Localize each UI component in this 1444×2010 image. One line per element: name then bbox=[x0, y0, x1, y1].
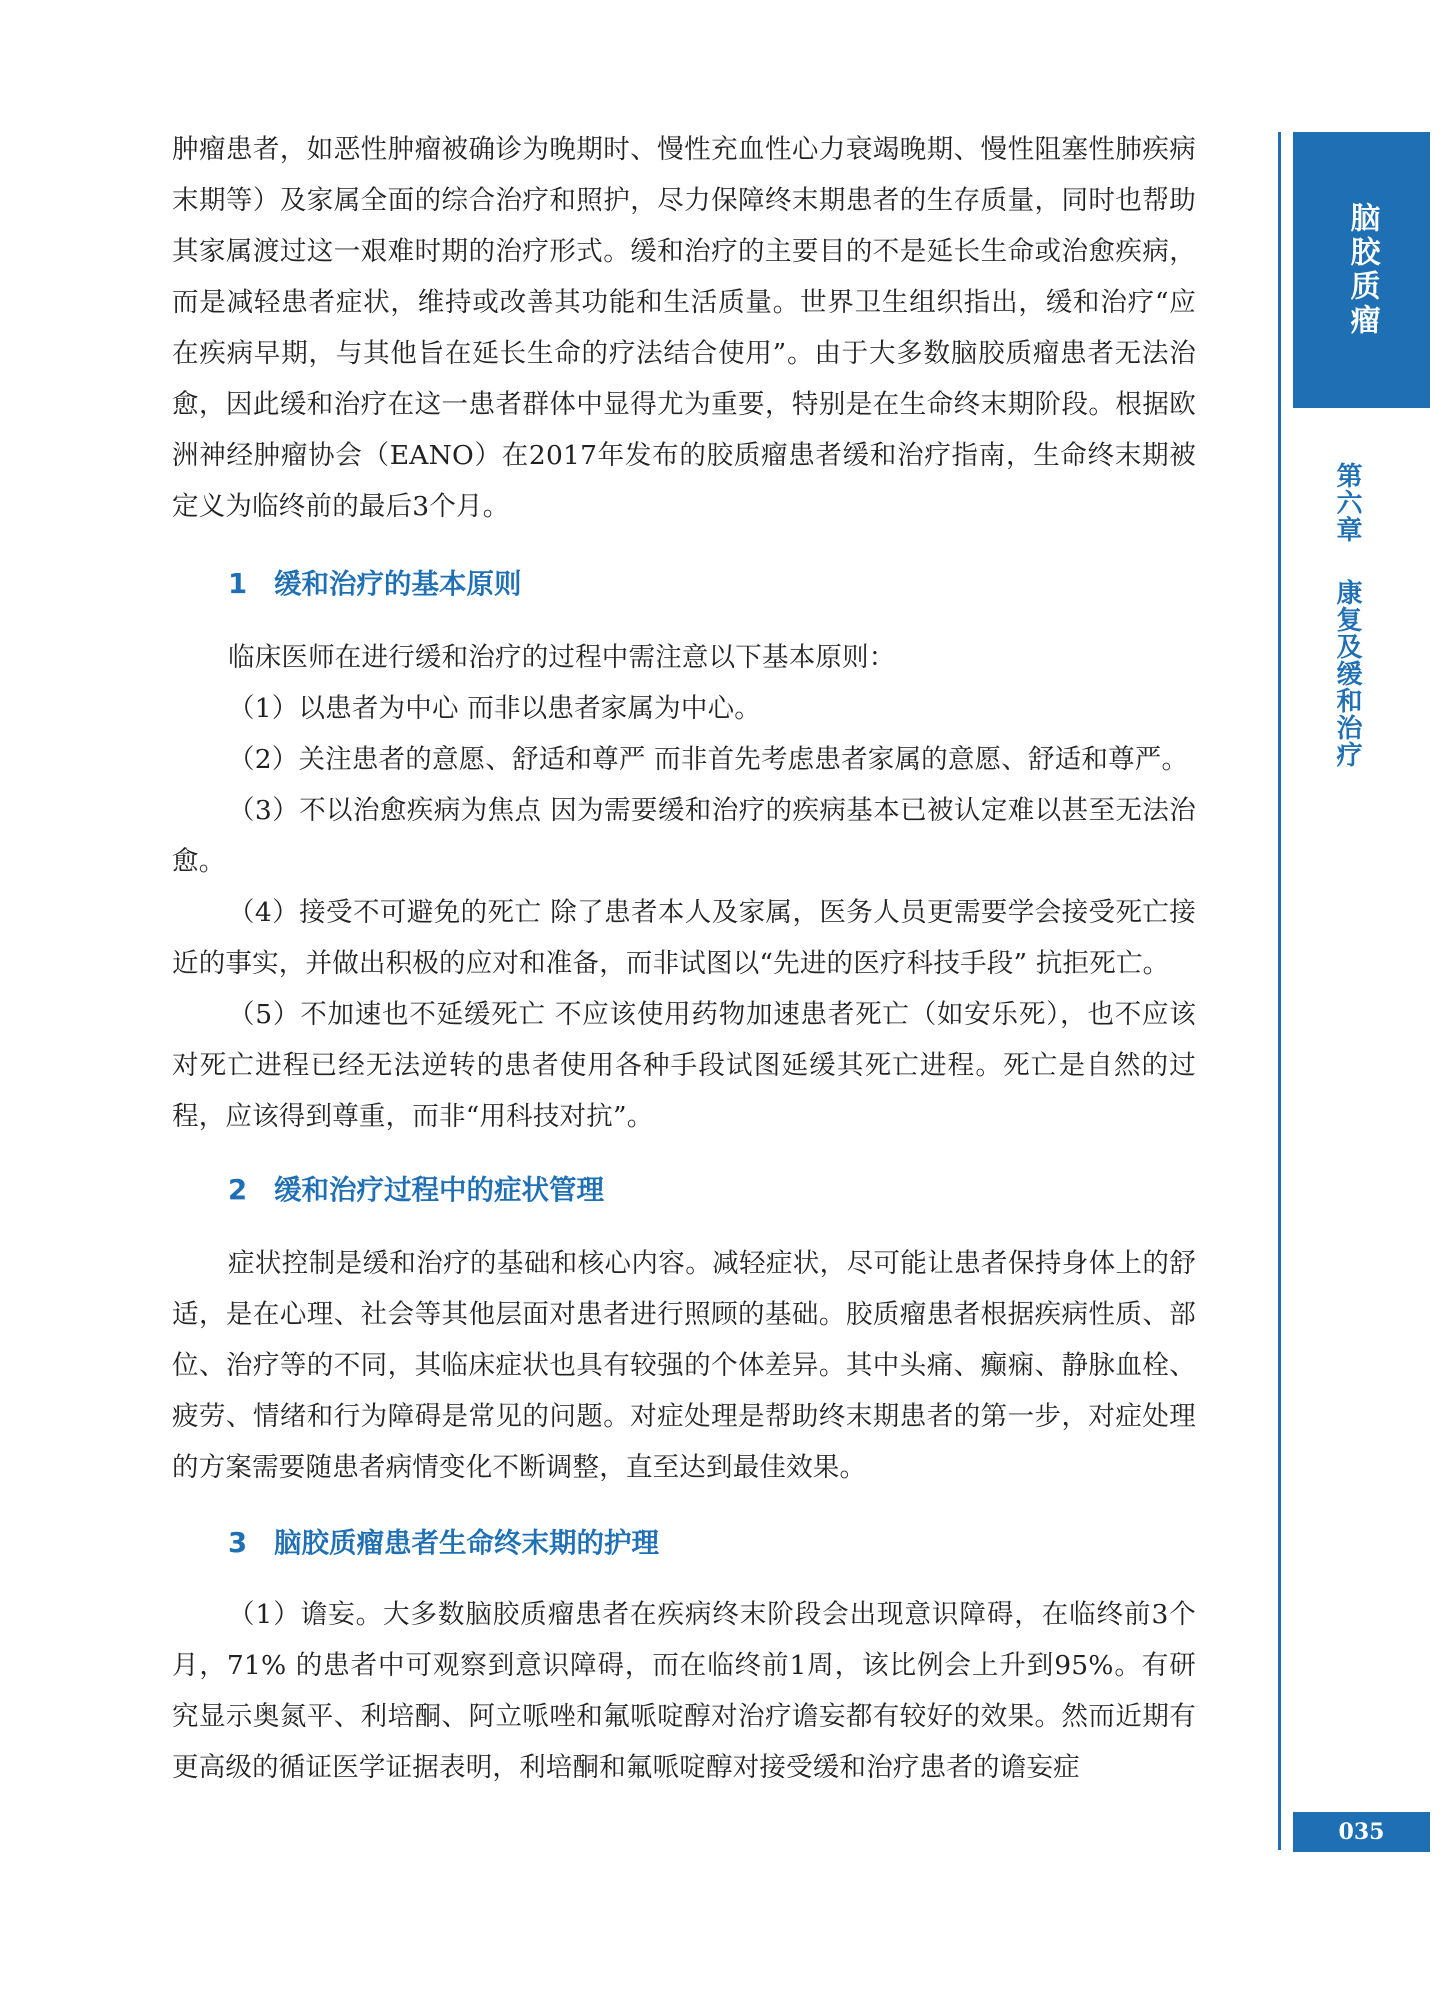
page-number-box bbox=[1293, 1812, 1430, 1852]
section-number: 3 bbox=[228, 1527, 248, 1559]
section-heading-1 bbox=[172, 564, 1196, 604]
section-title: 脑胶质瘤患者生命终末期的护理 bbox=[274, 1527, 659, 1559]
chapter-title: 康复及缓和治疗 bbox=[1332, 579, 1362, 768]
page-body bbox=[172, 124, 1196, 1793]
paragraph-intro-continued: 肿瘤患者，如恶性肿瘤被确诊为晚期时、慢性充血性心力衰竭晚期、慢性阻塞性肺疾病末期等）及家属全面的综合治疗和照护，尽力保障终末期患者的生存质量，同时也帮助其家属渡过这一艰难时期的治疗形式。缓和治疗的主要目的不是延长生命或治愈疾病，而是减轻患者症状，维持或改善其功能和生活质量。世界卫生组织指出，缓和治疗“应在疾病早期，与其他旨在延长生命的疗法结合使用”。由于大多数脑胶质瘤患者无法治愈，因此缓和治疗在这一患者群体中显得尤为重要，特别是在生命终末期阶段。根据欧洲神经肿瘤协会（EANO）在2017年发布的胶质瘤患者缓和治疗指南，生命终末期被定义为临终前的最后3个月。 bbox=[172, 134, 1196, 522]
section-title: 缓和治疗过程中的症状管理 bbox=[274, 1174, 604, 1206]
paragraph-principles-intro: 临床医师在进行缓和治疗的过程中需注意以下基本原则： bbox=[228, 642, 896, 673]
section-number: 2 bbox=[228, 1174, 248, 1206]
section-heading-3 bbox=[172, 1523, 1196, 1563]
book-title: 脑胶质瘤 bbox=[1344, 202, 1380, 338]
chapter-running-head bbox=[1332, 462, 1362, 768]
principle-item-4: （4）接受不可避免的死亡 除了患者本人及家属，医务人员更需要学会接受死亡接近的事实，并做出积极的应对和准备，而非试图以“先进的医疗科技手段” 抗拒死亡。 bbox=[172, 897, 1196, 979]
paragraph-symptom-management: 症状控制是缓和治疗的基础和核心内容。减轻症状，尽可能让患者保持身体上的舒适，是在心理、社会等其他层面对患者进行照顾的基础。胶质瘤患者根据疾病性质、部位、治疗等的不同，其临床症状也具有较强的个体差异。其中头痛、癫痫、静脉血栓、疲劳、情绪和行为障碍是常见的问题。对症处理是帮助终末期患者的第一步，对症处理的方案需要随患者病情变化不断调整，直至达到最佳效果。 bbox=[172, 1248, 1196, 1483]
section-heading-2 bbox=[172, 1170, 1196, 1210]
page-number: 035 bbox=[1338, 1819, 1385, 1845]
principle-item-3: （3）不以治愈疾病为焦点 因为需要缓和治疗的疾病基本已被认定难以甚至无法治愈。 bbox=[172, 795, 1196, 877]
paragraph-delirium: （1）谵妄。大多数脑胶质瘤患者在疾病终末阶段会出现意识障碍，在临终前3个月，71% 的患者中可观察到意识障碍，而在临终前1周，该比例会上升到95%。有研究显示奥氮平、利培酮、阿立哌唑和氟哌啶醇对治疗谵妄都有较好的效果。然而近期有更高级的循证医学证据表明，利培酮和氟哌啶醇对接受缓和治疗患者的谵妄症 bbox=[172, 1599, 1196, 1783]
section-title: 缓和治疗的基本原则 bbox=[274, 568, 522, 600]
principle-item-1: （1）以患者为中心 而非以患者家属为中心。 bbox=[228, 693, 761, 724]
chapter-number: 第六章 bbox=[1332, 462, 1362, 543]
principle-item-2: （2）关注患者的意愿、舒适和尊严 而非首先考虑患者家属的意愿、舒适和尊严。 bbox=[228, 744, 1189, 775]
book-title-tab bbox=[1293, 132, 1430, 408]
margin-rule bbox=[1278, 132, 1281, 1850]
principle-item-5: （5）不加速也不延缓死亡 不应该使用药物加速患者死亡（如安乐死），也不应该对死亡进程已经无法逆转的患者使用各种手段试图延缓其死亡进程。死亡是自然的过程，应该得到尊重，而非“用科技对抗”。 bbox=[172, 999, 1196, 1132]
section-number: 1 bbox=[228, 568, 248, 600]
